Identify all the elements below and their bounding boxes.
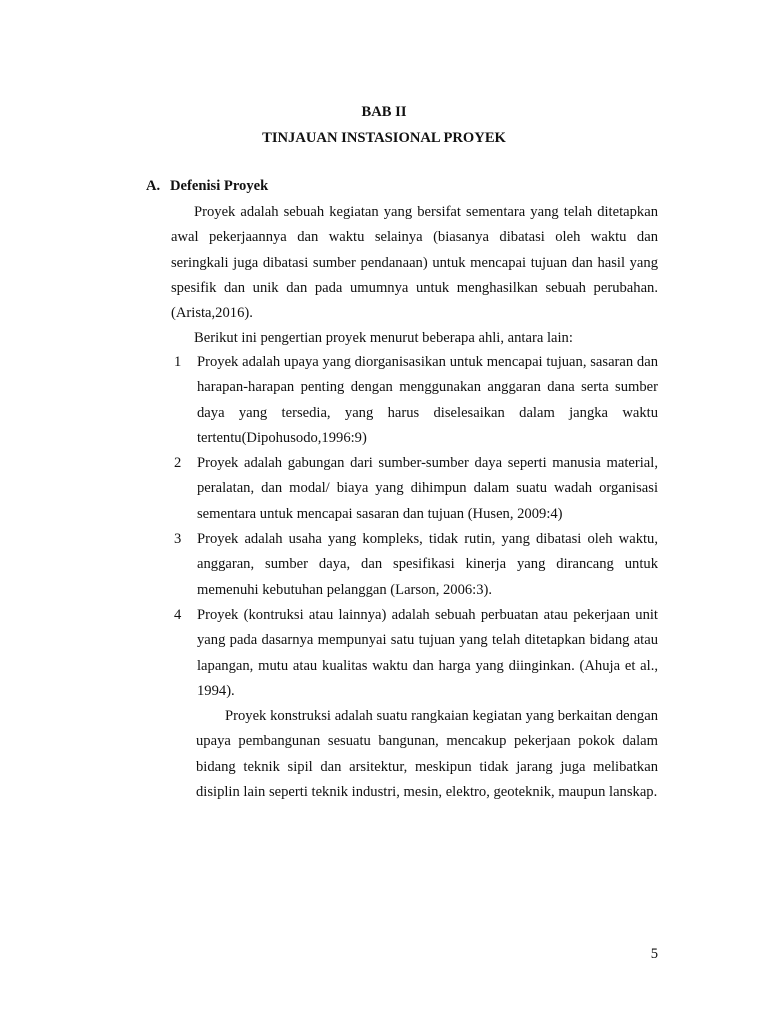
section-heading: [146, 178, 268, 195]
list-item-text: Proyek adalah gabungan dari sumber-sumber daya seperti manusia material, peralatan, dan modal/ biaya yang dihimpun dalam suatu wadah organisasi sementara untuk mencapai sasaran dan tujuan (Husen, 2009:4): [197, 455, 658, 522]
list-item: [171, 350, 658, 451]
list-item-number: 4: [174, 606, 182, 623]
list-item-text: Proyek (kontruksi atau lainnya) adalah sebuah perbuatan atau pekerjaan unit yang pada dasarnya mempunyai satu tujuan yang telah ditetapkan bidang atau lapangan, mutu atau kualitas waktu dan harga yang diinginkan. (Ahuja et al., 1994).: [197, 606, 658, 699]
closing-paragraph: Proyek konstruksi adalah suatu rangkaian kegiatan yang berkaitan dengan upaya pembangunan sesuatu bangunan, mencakup pekerjaan pokok dalam bidang teknik sipil dan arsitektur, meskipun tidak jarang juga melibatkan disiplin lain seperti teknik industri, mesin, elektro, geoteknik, maupun lanskap.: [196, 708, 658, 800]
intro-paragraph: Proyek adalah sebuah kegiatan yang bersifat sementara yang telah ditetapkan awal pekerjaannya dan waktu selainya (biasanya dibatasi oleh waktu dan seringkali juga dibatasi sumber pendanaan) untuk mencapai tujuan dan hasil yang spesifik dan unik dan pada umumnya untuk menghasilkan sebuah perubahan. (Arista,2016).: [171, 204, 658, 322]
list-item: [171, 527, 658, 603]
section-title: Defenisi Proyek: [170, 178, 269, 194]
definition-list: [171, 350, 658, 704]
chapter-label: BAB II: [361, 104, 407, 120]
list-item-text: Proyek adalah usaha yang kompleks, tidak rutin, yang dibatasi oleh waktu, anggaran, sumber daya, dan spesifikasi kinerja yang dirancang untuk memenuhi kebutuhan pelanggan (Larson, 2006:3).: [197, 531, 658, 598]
list-item-number: 3: [174, 531, 182, 548]
list-item-number: 2: [174, 455, 182, 472]
list-item-text: Proyek adalah upaya yang diorganisasikan untuk mencapai tujuan, sasaran dan harapan-harapan penting dengan menggunakan anggaran dana serta sumber daya yang tersedia, yang harus diselesaikan dalam jangka waktu tertentu(Dipohusodo,1996:9): [197, 354, 658, 446]
page-number: 5: [650, 946, 658, 962]
section-letter: A.: [146, 178, 161, 194]
list-item: [171, 451, 658, 527]
chapter-title: TINJAUAN INSTASIONAL PROYEK: [262, 130, 506, 146]
list-item-number: 1: [174, 354, 182, 370]
lead-in-paragraph: Berikut ini pengertian proyek menurut beberapa ahli, antara lain:: [194, 330, 573, 346]
list-item: [171, 603, 658, 704]
